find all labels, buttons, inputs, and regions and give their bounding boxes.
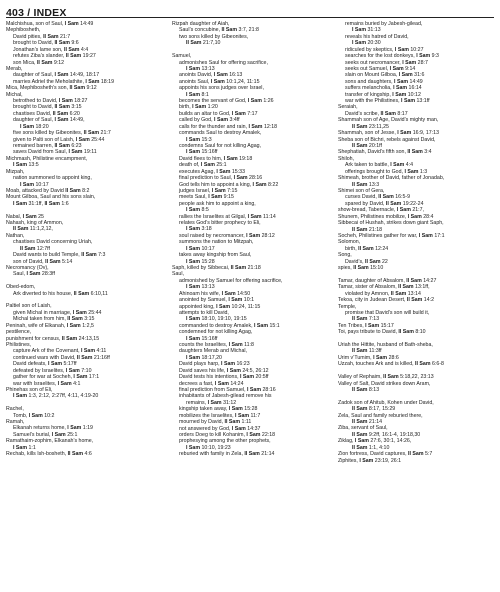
index-subentry: I Sam 1:3, 2:12, 2:27ff, 4:11, 4:19-20 [13, 393, 99, 400]
index-subentry: II Sam 20:1ff [352, 143, 382, 150]
index-subentry: takes away kingship from Saul, [179, 252, 252, 259]
index-subentry: curses David, II Sam 16:5-9 [345, 194, 411, 201]
index-entry: Socheh, Philistines gather for war, I Sam 17:1 [338, 232, 445, 239]
index-subentry: given Michal in marriage, I Sam 25:44 [13, 309, 102, 316]
index-column-3 [338, 21, 496, 590]
index-subentry: relates God’s bitter prophecy to Eli, [179, 220, 261, 227]
index-subentry: Tomb, I Sam 10:2 [13, 412, 55, 419]
index-subentry: daughter of Saul, I Sam 14:49, [13, 117, 85, 124]
index-subentry: promise that David’s son will build it, [345, 309, 430, 316]
index-entry: Rachel, [6, 406, 24, 413]
index-subentry: final prediction from Samuel, I Sam 28:16 [179, 387, 276, 394]
index-subentry: I Sam 8:5 [186, 207, 209, 214]
index-subentry: soul raised by necromancer, I Sam 28:12 [179, 232, 275, 239]
index-entry: Sheba son of Bichri, rebels against David, [338, 136, 436, 143]
index-entry: Seraiah, [338, 104, 358, 111]
index-subentry: suffers melancholia, I Sam 16:14 [345, 85, 422, 92]
index-subentry: David saves his life, I Sam 24:5, 26:12 [179, 367, 269, 374]
index-entry: Rizpah daughter of Aiah, [172, 21, 230, 27]
index-subentry: David pities, II Sam 21:7 [13, 33, 71, 40]
index-subentry: slain on Mount Gilboa, I Sam 31:6 [345, 72, 425, 79]
index-subentry: I Sam 10:10, 19:23 [186, 444, 231, 451]
index-entry: Peninah, wife of Elkanah, I Sam 1:2,5 [6, 322, 94, 329]
index-entry: Mizpah, [6, 168, 25, 175]
index-subentry: not answered by God, I Sam 14:37 [179, 425, 261, 432]
index-subentry: appoints his sons judges over Israel, [179, 85, 264, 92]
index-subentry: marries Adriel the Meholathite, I Sam 18:19 [13, 78, 114, 85]
index-subentry: Ark diverted to his house, II Sam 6:10,11 [13, 290, 108, 297]
index-subentry: daughters Merab and Michal, [179, 348, 247, 355]
index-subentry: II Sam 21:14 [352, 419, 383, 426]
index-subentry: Saul’s concubine, II Sam 3:7, 21:8 [179, 27, 259, 34]
index-entry: Tamar, sister of Absalom, II Sam 13:1ff, [338, 284, 430, 291]
page-header [6, 3, 494, 18]
index-subentry: remained barren, II Sam 6:23 [13, 143, 82, 150]
index-subentry: reveals his hatred of David, [345, 33, 409, 40]
index-subentry: God tells him to appoint a king, I Sam 8:22 [179, 181, 279, 188]
index-columns [6, 21, 496, 590]
index-subentry: Elkanah returns home, I Sam 1:19 [13, 425, 93, 432]
index-subentry: II Sam 7:13 [352, 316, 380, 323]
index-subentry: David’s scribe, II Sam 8:17 [345, 110, 408, 117]
index-subentry: judges Israel, I Sam 7:15 [179, 187, 238, 194]
index-subentry: executes Agag, I Sam 15:33 [179, 168, 245, 175]
index-subentry: builds an altar to God, I Sam 7:17 [179, 110, 258, 117]
index-subentry: refutes Ziba’s slander, II Sam 19:27 [13, 53, 96, 60]
index-subentry: appointed king, I Sam 10:24, 11:15 [179, 303, 261, 310]
index-subentry: nation summoned to appoint king, [13, 175, 92, 182]
index-entry: Shephatiah, David’s fifth son, II Sam 3:4 [338, 149, 432, 156]
index-subentry: birth, II Sam 12:24 [345, 245, 389, 252]
index-entry: Shammah, son of Jesse, I Sam 16:9, 17:13 [338, 130, 439, 137]
index-subentry: I Sam 1:1 [13, 444, 36, 451]
index-subentry: war with the Philistines, I Sam 13:1ff [345, 98, 430, 105]
index-subentry: I Sam 15:16ff [186, 335, 218, 342]
index-entry: Toi, pays tribute to David, II Sam 8:10 [338, 329, 426, 336]
index-entry: pestilence, [6, 329, 32, 336]
index-subentry: Saul, I Sam 28:3ff [13, 271, 55, 278]
index-subentry: Samuel’s burial, I Sam 25:1 [13, 431, 78, 438]
index-subentry: death of, I Sam 25:1 [179, 162, 227, 169]
index-entry: Obed-edom, [6, 284, 36, 291]
index-subentry: condemns Saul for not killing Agag, [179, 142, 262, 149]
index-subentry: two sons killed by Gibeonites, [179, 33, 249, 40]
index-subentry: I Sam 31:1ff, II Sam 1:6 [13, 200, 69, 207]
index-subentry: given to Palti son of Laish, I Sam 25:44 [13, 136, 105, 143]
index-entry: Ziklag, I Sam 27:6, 30:1, 14:26, [338, 438, 412, 445]
index-subentry: I Sam 15:28 [186, 258, 215, 265]
index-column-1 [6, 21, 164, 590]
index-subentry: brought to David, II Sam 3:15 [13, 104, 82, 111]
index-subentry: transfer of kingship, I Sam 10:12 [345, 91, 421, 98]
index-entry: Merab, [6, 65, 23, 72]
index-subentry: seeks out necromancer, I Sam 28:7 [345, 59, 428, 66]
index-subentry: II Sam 21:18 [352, 226, 383, 233]
index-subentry: gather for war at Socheh, I Sam 17:1 [13, 374, 100, 381]
index-entry: Necromancy (Ov), [6, 265, 49, 271]
index-subentry: kingship taken away, I Sam 15:28 [179, 406, 258, 413]
index-subentry: ridiculed by skeptics, I Sam 10:27 [345, 46, 424, 53]
index-entry: Mephibosheth, [6, 27, 41, 34]
index-entry: Ziphites, I Sam 23:19, 26:1 [338, 457, 402, 464]
index-subentry: summons the nation to Mitzpah, [179, 239, 254, 246]
index-subentry: II Sam 1:1, 4:10 [352, 444, 390, 451]
index-entry: Temple, [338, 303, 357, 310]
index-entry: Uzzah, touches Ark and is killed, II Sam 6:6-8 [338, 361, 444, 368]
index-entry: Ziba, servant of Saul, [338, 425, 388, 432]
index-entry: Valley of Rephaim, II Sam 5:18,22, 23:13 [338, 374, 434, 381]
index-subentry: anoints David, I Sam 16:13 [179, 72, 243, 79]
index-entry: Mica, Mephibosheth’s son, II Sam 9:12 [6, 85, 97, 92]
index-entry: Mount Gilboa, Saul and his sons slain, [6, 194, 96, 201]
index-entry: Song, [338, 252, 352, 259]
index-subentry: final prediction to Saul, I Sam 28:16 [179, 175, 263, 182]
index-entry: Philistines, [6, 342, 32, 348]
index-subentry: David plays harp, I Sam 16:23 [179, 361, 250, 368]
index-subentry: continued wars with David, II Sam 21:16ff [13, 354, 110, 361]
index-subentry: I Sam 31:13 [352, 27, 381, 34]
index-subentry: II Sam 23:11,25 [352, 123, 389, 130]
index-subentry: I Sam 10:17 [186, 245, 215, 252]
index-subentry: son of David, II Sam 5:14 [13, 258, 73, 265]
index-entry: spies, II Sam 15:10 [338, 265, 384, 272]
index-subentry: attempts to kill David, [179, 309, 229, 316]
index-subentry: David’s, II Sam 22 [345, 258, 388, 265]
index-subentry: II Sam 8:17, 15:29 [352, 406, 396, 413]
index-subentry: admonished by Samuel for offering sacrifice, [179, 277, 283, 284]
index-subentry: I Sam 3:18 [186, 226, 212, 233]
index-subentry: betrothed to David, I Sam 18:27 [13, 98, 88, 105]
index-subentry: I Sam 18:10, 19:10, 19:15 [186, 316, 247, 323]
index-subentry: Ahinoam his wife, I Sam 14:50 [179, 290, 251, 297]
index-entry: Ramah, [6, 419, 25, 426]
index-subentry: rallies the Israelites at Gilgal, I Sam 11:14 [179, 213, 276, 220]
index-subentry: violated by Amnon, II Sam 13:14 [345, 290, 421, 297]
index-subentry: prophesying among the other prophets, [179, 438, 271, 445]
index-subentry: I Sam 18:20 [20, 123, 49, 130]
index-subentry: decrees a fast, I Sam 14:24 [179, 380, 244, 387]
index-subentry: reburied with family in Zela, II Sam 21:14 [179, 451, 275, 458]
index-subentry: calls for the thunder and rain, I Sam 12:18 [179, 123, 278, 130]
index-entry: Michmash, Philistine encampment, [6, 155, 88, 162]
index-subentry: David wants to build Temple, II Sam 7:3 [13, 252, 106, 259]
index-subentry: I Sam 15:16ff [186, 149, 218, 156]
index-subentry: condemned for not killing Agag, [179, 329, 253, 336]
index-subentry: II Sam 9:2ff, 16:1-4, 19:18,30 [352, 431, 421, 438]
index-subentry: Ark taken to battle, I Sam 4:4 [345, 162, 414, 169]
index-entry: Nahash, king of Ammon, [6, 220, 64, 227]
index-subentry: I Sam 20:30 [352, 40, 381, 47]
index-entry: Zadok son of Ahitub, Kohen under David, [338, 399, 434, 406]
index-entry: Urim v’Tumim, I Sam 28:6 [338, 354, 399, 361]
index-entry: Nabal, I Sam 25 [6, 213, 44, 220]
index-entry: Nathan, [6, 232, 25, 239]
index-subentry: spared by David, II Sam 19:22-24 [345, 200, 424, 207]
index-subentry: David defeats, I Sam 5:17ff [13, 361, 77, 368]
index-subentry: five sons killed by Gibeonites, II Sam 21:7 [13, 130, 111, 137]
index-subentry: II Sam 21:7,10 [186, 40, 221, 47]
index-entry: Shimeah, brother of David, father of Jonadab, [338, 175, 445, 182]
index-subentry: mourned by David, II Sam 1:11 [179, 419, 252, 426]
index-subentry: seeks out Samuel, I Sam 9:14 [345, 65, 416, 72]
index-subentry: David flees to him, I Sam 19:18 [179, 155, 253, 162]
index-subentry: sons and daughters, I Sam 14:49 [345, 78, 423, 85]
index-entry: Shiloh, [338, 155, 355, 162]
index-subentry: called by God, I Sam 3:4ff [179, 117, 240, 124]
index-entry: Moab, attacked by David II Sam 8:2 [6, 187, 90, 194]
index-entry: punishment for census, II Sam 24:13,15 [6, 335, 100, 342]
index-subentry: commanded to destroy Amalek, I Sam 15:1 [179, 322, 280, 329]
index-entry: Shammah son of Age, David’s mighty man, [338, 117, 439, 124]
index-subentry: brought to David, II Sam 9:6 [13, 40, 79, 47]
index-subentry: meets Saul, I Sam 9:15 [179, 194, 234, 201]
index-subentry: I Sam 13:13 [186, 284, 215, 291]
index-subentry: chastises David concerning Uriah, [13, 239, 93, 246]
index-subentry: II Sam 12:7ff [20, 245, 50, 252]
index-entry: Valley of Salt, David strikes down Aram, [338, 380, 431, 387]
index-entry: Paltiel son of Laish, [6, 303, 52, 310]
index-subentry: son Mica, II Sam 9:12 [13, 59, 65, 66]
index-entry: Ten Tribes, I Sam 15:17 [338, 322, 394, 329]
index-subentry: chastises David, II Sam 6:20 [13, 110, 80, 117]
index-subentry: I Sam 8:1 [186, 91, 209, 98]
index-subentry: admonishes Saul for offering sacrifice, [179, 59, 268, 66]
index-subentry: I Sam 10:17 [20, 181, 49, 188]
index-subentry: Jonathan’s lame son, II Sam 4:4 [13, 46, 89, 53]
index-subentry: daughter of Saul, I Sam 14:49, 18:17 [13, 72, 100, 79]
index-entry: Phinehas son of Eli, [6, 386, 53, 393]
index-subentry: remains, I Sam 31:12 [186, 399, 237, 406]
index-subentry: I Sam 13:13 [186, 65, 215, 72]
index-subentry: mobilizes the Israelites, I Sam 11:7 [179, 412, 261, 419]
index-subentry: commands Saul to destroy Amalek, [179, 130, 262, 137]
index-entry: Tekoa, city in Judean Desert, II Sam 14:2 [338, 297, 435, 304]
index-subentry: II Sam 11:1,2,12, [13, 226, 53, 233]
index-entry: Sibbecai of Hushah, strikes down giant Saph, [338, 220, 444, 227]
index-column-2 [172, 21, 330, 590]
index-subentry: David tests his intentions, I Sam 20:5ff [179, 374, 269, 381]
index-subentry: capture Ark of the Covenant, I Sam 4:11 [13, 348, 107, 355]
index-subentry: offerings brought to God, I Sam 1:3 [345, 168, 428, 175]
page-label: 403 / INDEX [6, 7, 67, 19]
index-entry: Zion fortress, David captures, II Sam 5:7 [338, 451, 433, 458]
index-entry: Michal, [6, 91, 23, 98]
index-subentry: saves David from Saul, I Sam 19:11 [13, 149, 97, 156]
index-subentry: people ask him to appoint a king, [179, 200, 256, 207]
index-subentry: counts the Israelites, I Sam 11:8 [179, 342, 254, 349]
index-entry: Tamar, daughter of Absalom, II Sam 14:27 [338, 277, 437, 284]
index-entry: Saul, [172, 271, 184, 278]
index-subentry: searches for the lost donkeys, I Sam 9:3 [345, 53, 439, 60]
index-subentry: orders Doeg to kill Kohanim, I Sam 22:18 [179, 431, 276, 438]
index-subentry: I Sam 13:5 [13, 162, 39, 169]
index-entry: Shunem, Philistines mobilize, I Sam 28:4 [338, 213, 434, 220]
index-subentry: anoints Saul, I Sam 10:1,24, 11:15 [179, 78, 260, 85]
index-entry: Rechab, kills Ish-bosheth, II Sam 4:6 [6, 451, 92, 458]
index-subentry: Michal taken from him, II Sam 3:15 [13, 316, 95, 323]
index-entry: Ramathaim-zophim, Elkanah’s home, [6, 438, 94, 445]
index-subentry: remains buried by Jabesh-gilead, [345, 21, 423, 27]
index-subentry: I Sam 18:17,20 [186, 354, 222, 361]
index-entry: Malchishua, son of Saul, I Sam 14:49 [6, 21, 94, 27]
index-entry: Uriah the Hittite, husband of Bath-sheba, [338, 342, 433, 349]
index-subentry: becomes the servant of God, I Sam 1:26 [179, 98, 274, 105]
index-subentry: war with Israelites, I Sam 4:1 [13, 380, 81, 387]
index-subentry: defeated by Israelites, I Sam 7:10 [13, 367, 92, 374]
index-entry: show-bread, Tabernacle, I Sam 21:7, [338, 207, 425, 214]
index-subentry: anointed by Samuel, I Sam 10:1 [179, 297, 255, 304]
index-entry: Samuel, [172, 53, 192, 60]
index-entry: Solomon, [338, 239, 361, 246]
index-subentry: birth, I Sam 1:20 [179, 104, 218, 111]
index-subentry: inhabitants of Jabesh-gilead remove his [179, 393, 272, 400]
index-subentry: I Sam 15:3 [186, 136, 212, 143]
index-subentry: II Sam 11:3ff [352, 348, 382, 355]
index-entry: Shimei son of Gera, [338, 187, 385, 194]
index-subentry: II Sam 8:13 [352, 386, 380, 393]
index-subentry: II Sam 13:3 [352, 181, 380, 188]
index-entry: Zela, Saul and family reburied there, [338, 412, 423, 419]
index-entry: Saph, killed by Sibbecai, II Sam 21:18 [172, 265, 261, 271]
